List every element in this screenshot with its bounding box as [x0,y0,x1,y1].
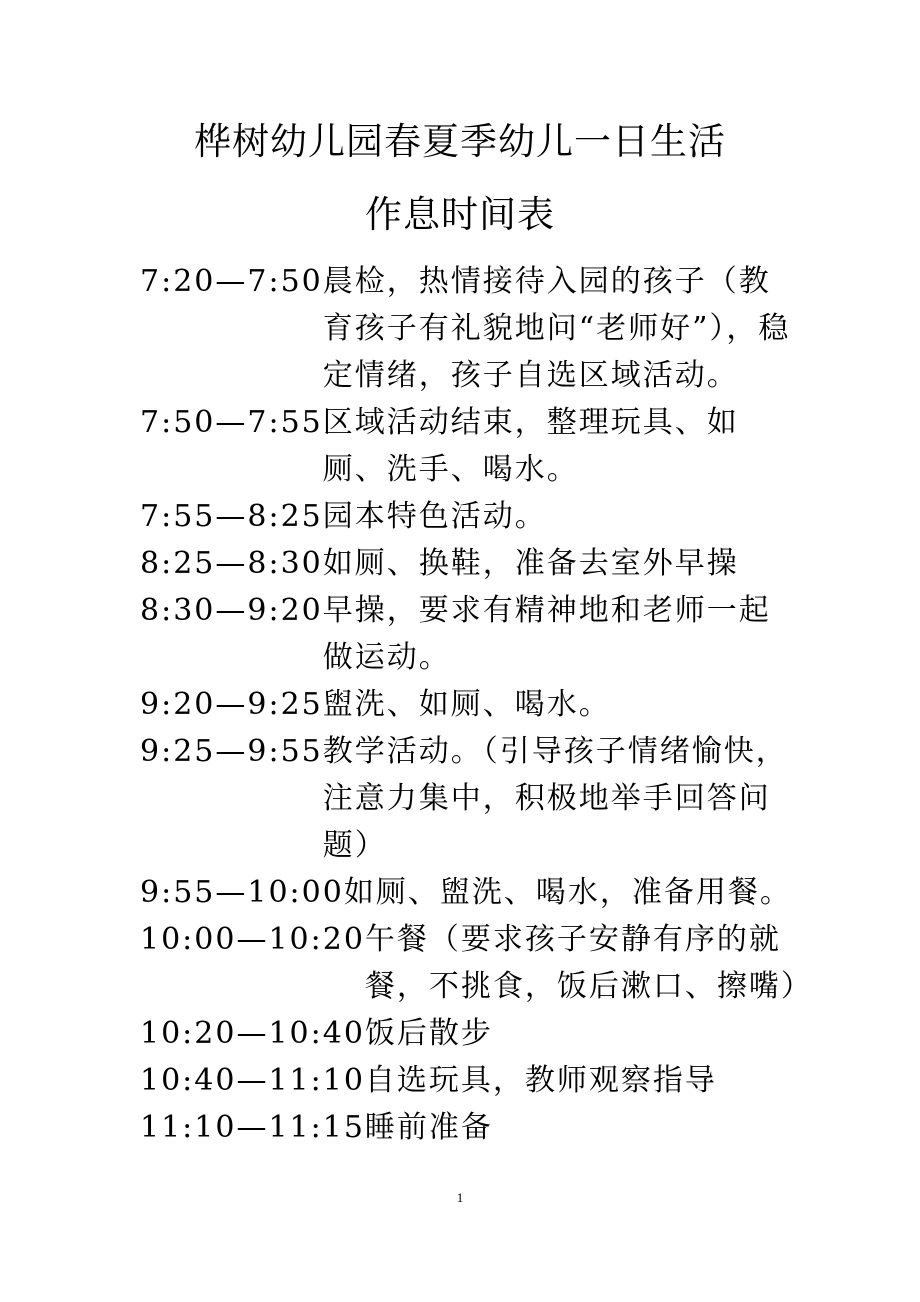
entry-time: 11:10—11:15 [140,1110,365,1145]
schedule-entry [140,493,800,540]
schedule-entry [140,728,800,869]
schedule-entry [140,681,800,728]
entry-activity: 饭后散步 [364,1016,493,1051]
entry-time: 9:55—10:00 [140,875,344,910]
entry-activity: 早操，要求有精神地和老师一起做运动。 [322,593,771,675]
entry-time: 10:20—10:40 [140,1016,365,1051]
entry-activity: 睡前准备 [364,1110,493,1145]
entry-activity: 如厕、盥洗、喝水，准备用餐。 [343,875,792,910]
entry-activity: 晨检，热情接待入园的孩子（教育孩子有礼貌地问“老师好”），稳定情绪，孩子自选区域活动。 [322,264,791,393]
entry-activity: 自选玩具，教师观察指导 [364,1063,717,1098]
schedule-entry [140,258,800,399]
entry-activity: 教学活动。（引导孩子情绪愉快，注意力集中，积极地举手回答问题） [322,734,788,863]
schedule-entry [140,587,800,681]
schedule-entry [140,1104,800,1151]
schedule-entry [140,916,813,1010]
entry-time: 8:30—9:20 [140,593,323,628]
entry-time: 8:25—8:30 [140,546,323,581]
schedule-entry [140,1010,800,1057]
entry-activity: 如厕、换鞋，准备去室外早操 [322,546,739,581]
schedule-entry [140,1057,800,1104]
schedule-entry [140,869,800,916]
entry-activity: 午餐（要求孩子安静有序的就餐，不挑食，饭后漱口、擦嘴） [364,922,813,1004]
entry-time: 10:00—10:20 [140,922,365,957]
entry-activity: 园本特色活动。 [322,499,547,534]
entry-activity: 区域活动结束，整理玩具、如厕、洗手、喝水。 [322,405,739,487]
entry-time: 9:20—9:25 [140,687,323,722]
entry-time: 10:40—11:10 [140,1063,365,1098]
schedule-entry [140,399,800,493]
entry-time: 7:20—7:50 [140,264,323,299]
page-number: 1 [456,1190,464,1205]
entry-time: 7:50—7:55 [140,405,323,440]
entry-activity: 盥洗、如厕、喝水。 [322,687,611,722]
document-title: 桦树幼儿园春夏季幼儿一日生活 [194,120,726,163]
entry-time: 9:25—9:55 [140,734,323,769]
document-subtitle: 作息时间表 [365,193,555,236]
schedule-list [140,258,813,1151]
schedule-entry [140,540,800,587]
entry-time: 7:55—8:25 [140,499,323,534]
